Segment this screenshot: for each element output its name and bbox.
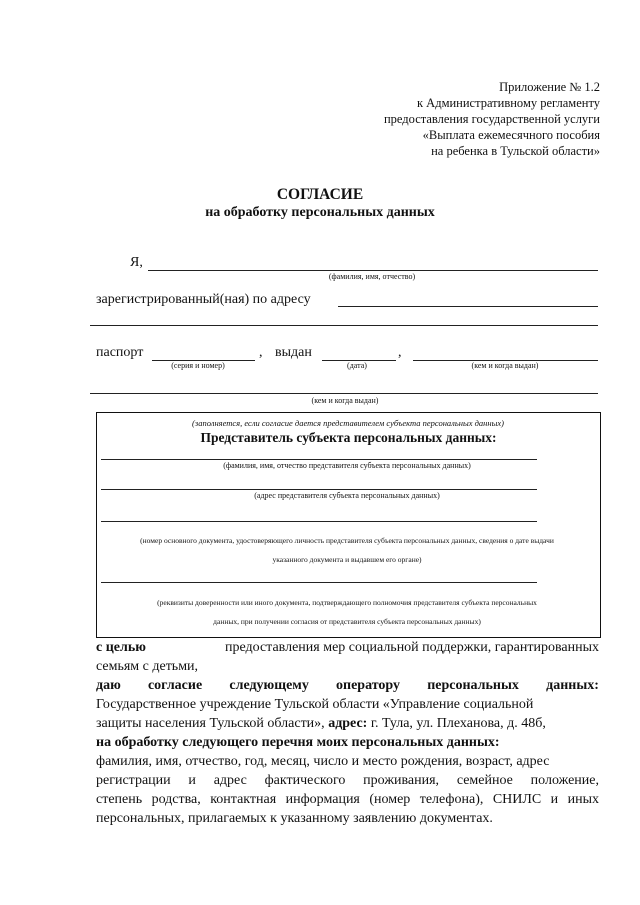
operator-name-end: защиты населения Тульской области», (96, 716, 325, 731)
list-line-1 (96, 752, 599, 771)
issuer-line-2[interactable] (90, 393, 598, 394)
name-field-line[interactable] (148, 270, 598, 271)
document-subtitle: на обработку персональных данных (205, 205, 435, 220)
ya-label: Я, (130, 255, 143, 270)
consent-word-6: данных: (546, 678, 599, 693)
list-line-2: регистрации и адрес фактического проживания, семейное положение, (96, 773, 599, 788)
purpose-line-1 (96, 638, 599, 657)
document-title: СОГЛАСИЕ (276, 186, 364, 203)
rep-address-line[interactable] (101, 489, 537, 490)
list-text-1: фамилия, имя, отчество, год, месяц, число и место рождения, возраст, адрес (96, 754, 550, 769)
address-bold: адрес: (328, 716, 368, 731)
consent-word-2: согласие (147, 678, 203, 693)
representative-note: (заполняется, если согласие дается представителем субъекта персональных данных) (192, 418, 504, 428)
consent-word-4: оператору (336, 678, 401, 693)
consent-line (96, 676, 599, 695)
address-label: зарегистрированный(ная) по адресу (96, 292, 311, 307)
series-caption: (серия и номер) (171, 361, 225, 370)
name-caption: (фамилия, имя, отчество) (328, 272, 416, 281)
comma-2: , (398, 345, 402, 360)
rep-authority-caption-2: данных, при получении согласия от представителя субъекта персональных данных) (213, 617, 481, 626)
date-caption: (дата) (347, 361, 367, 370)
appendix-region: на ребенка в Тульской области» (431, 144, 600, 158)
rep-document-line[interactable] (101, 521, 537, 522)
rep-authority-line[interactable] (101, 582, 537, 583)
rep-authority-caption-1: (реквизиты доверенности или иного документа, подтверждающего полномочия представителя субъекта персональных (157, 598, 537, 607)
appendix-number: Приложение № 1.2 (499, 80, 600, 94)
purpose-text: предоставления мер социальной поддержки, гарантированных (224, 640, 599, 655)
list-line-3: степень родства, контактная информация (номер телефона), СНИЛС и иных (96, 792, 599, 807)
operator-address: г. Тула, ул. Плеханова, д. 48б, (370, 716, 546, 731)
rep-name-caption: (фамилия, имя, отчество представителя субъекта персональных данных) (223, 461, 471, 470)
issuer-caption-2: (кем и когда выдан) (311, 396, 379, 405)
purpose-line-2: семьям с детьми, (96, 659, 199, 674)
rep-document-caption-1: (номер основного документа, удостоверяющего личность представителя субъекта персональных данных, сведения о дате выдачи (140, 536, 554, 545)
rep-name-line[interactable] (101, 459, 537, 460)
address-field-line-2[interactable] (90, 325, 598, 326)
address-field-line-1[interactable] (338, 306, 598, 307)
issuer-caption: (кем и когда выдан) (471, 361, 539, 370)
operator-line-2 (96, 714, 599, 733)
appendix-benefit: «Выплата ежемесячного пособия (422, 128, 600, 142)
list-heading: на обработку следующего перечня моих персональных данных: (96, 735, 500, 750)
operator-line-1: Государственное учреждение Тульской области «Управление социальной (96, 697, 534, 712)
consent-word-5: персональных (427, 678, 519, 693)
purpose-bold: с целью (96, 640, 146, 655)
representative-heading: Представитель субъекта персональных данных: (200, 430, 497, 445)
passport-label: паспорт (96, 345, 144, 360)
issued-label: выдан (275, 345, 312, 360)
comma-1: , (259, 345, 263, 360)
representative-box (96, 412, 601, 638)
rep-document-caption-2: указанного документа и выдавшем его органе) (272, 555, 422, 564)
list-line-4: персональных, прилагаемых к указанному заявлению документах. (96, 811, 493, 826)
appendix-service: предоставления государственной услуги (383, 112, 600, 126)
consent-word-3: следующему (229, 678, 309, 693)
rep-address-caption: (адрес представителя субъекта персональных данных) (254, 491, 440, 500)
appendix-regulation: к Административному регламенту (416, 96, 600, 110)
consent-word-1: даю (96, 678, 121, 693)
